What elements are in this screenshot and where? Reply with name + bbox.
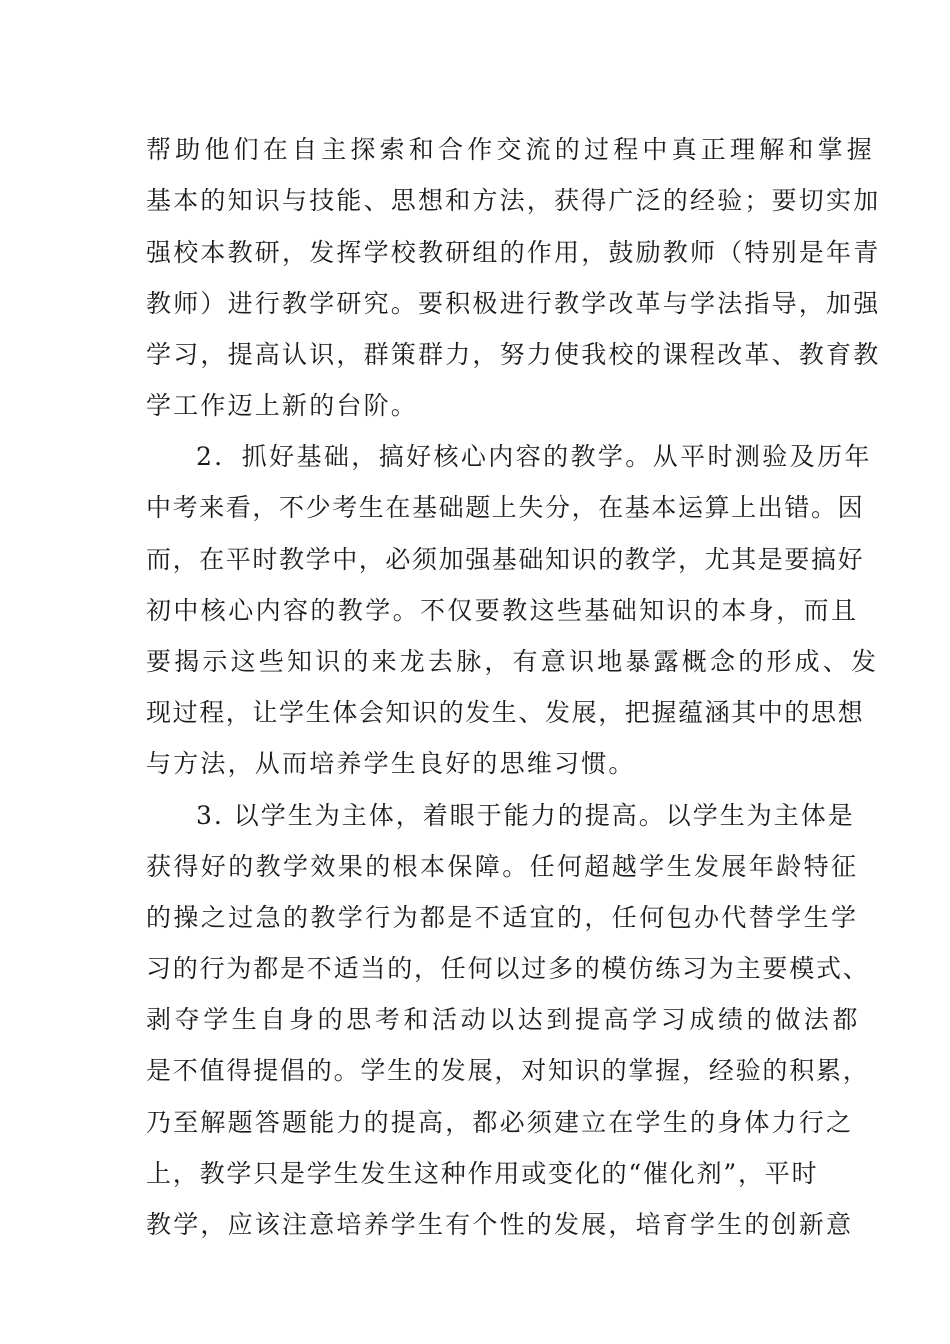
paragraph-line: 的操之过急的教学行为都是不适宜的，任何包办代替学生学 — [146, 903, 859, 932]
paragraph-line: 学工作迈上新的台阶。 — [146, 391, 419, 420]
paragraph-line: 基本的知识与技能、思想和方法，获得广泛的经验；要切实加 — [146, 186, 881, 215]
paragraph-line: 习的行为都是不适当的，任何以过多的模仿练习为主要模式、 — [146, 954, 870, 983]
paragraph-line: 剥夺学生自身的思考和活动以达到提高学习成绩的做法都 — [146, 1005, 862, 1034]
paragraph-line: 现过程，让学生体会知识的发生、发展，把握蕴涵其中的思想 — [146, 698, 865, 727]
paragraph-line: 教学，应该注意培养学生有个性的发展，培育学生的创新意 — [146, 1210, 854, 1239]
paragraph-line: 教师）进行教学研究。要积极进行教学改革与学法指导，加强 — [146, 289, 881, 318]
paragraph-line: 乃至解题答题能力的提高，都必须建立在学生的身体力行之 — [146, 1108, 854, 1137]
paragraph-line: 3. 以学生为主体，着眼于能力的提高。以学生为主体是 — [196, 801, 855, 830]
paragraph-line: 而，在平时教学中，必须加强基础知识的教学，尤其是要搞好 — [146, 545, 865, 574]
paragraph-line: 是不值得提倡的。学生的发展，对知识的掌握，经验的积累， — [146, 1056, 870, 1085]
paragraph-line: 帮助他们在自主探索和合作交流的过程中真正理解和掌握 — [146, 135, 877, 164]
paragraph-line: 2．抓好基础，搞好核心内容的教学。从平时测验及历年 — [196, 442, 872, 471]
paragraph-line: 学习，提高认识，群策群力，努力使我校的课程改革、教育教 — [146, 340, 881, 369]
paragraph-line: 初中核心内容的教学。不仅要教这些基础知识的本身，而且 — [146, 596, 859, 625]
paragraph-line: 要揭示这些知识的来龙去脉，有意识地暴露概念的形成、发 — [146, 647, 880, 676]
paragraph-line: 中考来看，不少考生在基础题上失分，在基本运算上出错。因 — [146, 493, 865, 522]
paragraph-line: 上，教学只是学生发生这种作用或变化的“催化剂”，平时 — [146, 1159, 819, 1188]
paragraph-line: 获得好的教学效果的根本保障。任何超越学生发展年龄特征 — [146, 852, 859, 881]
paragraph-line: 与方法，从而培养学生良好的思维习惯。 — [146, 749, 636, 778]
paragraph-line: 强校本教研，发挥学校教研组的作用，鼓励教师（特别是年青 — [146, 238, 881, 267]
